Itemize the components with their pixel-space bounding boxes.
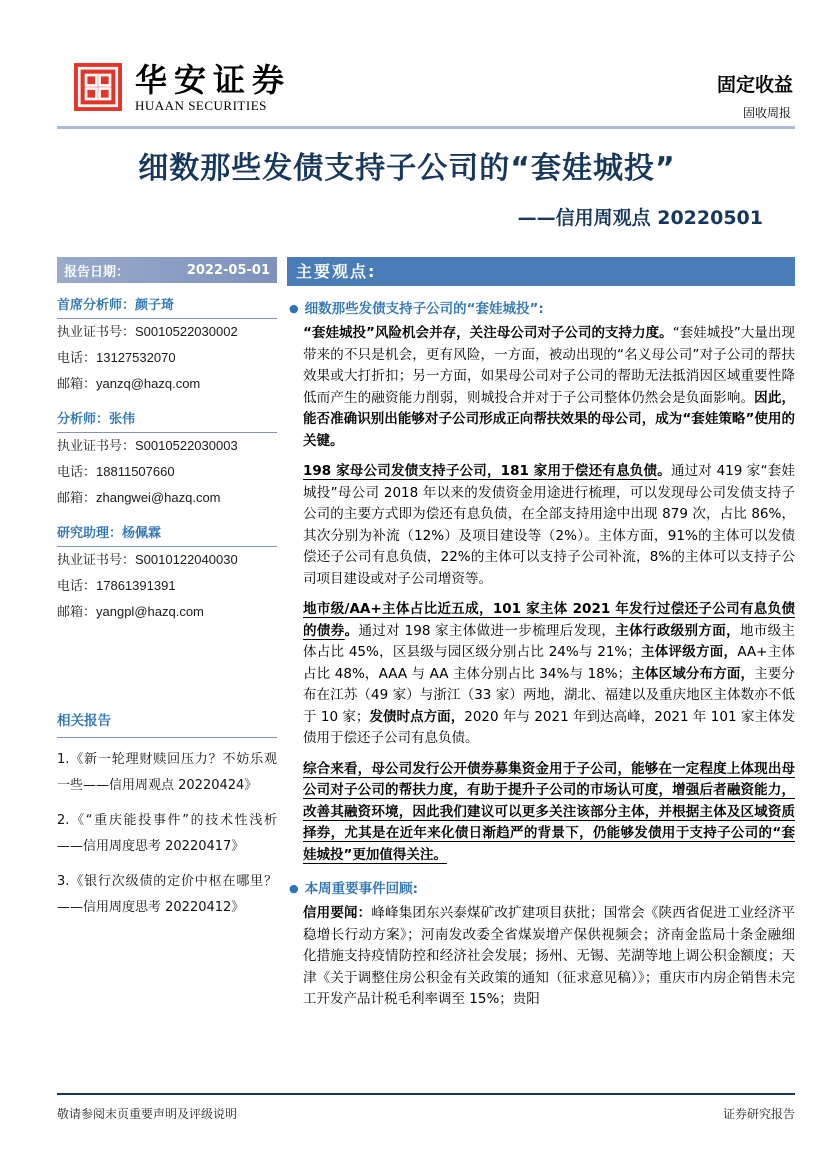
text-run: 通过对 419 家“套娃城投”母公司 2018 年以来的发债资金用途进行梳理，可以发现母公司发债支持子公司的主要方式即为偿还有息负债，在全部支持用途中出现 879 次，占比 86%，其次分别为补流（12%）及项目建设等（2%）。主体方面，91%的主体可以发债偿还子公司有息负债，22%的主体可以支持子公司补流，8%的主体可以支持子公司项目建设或对子公司增资等。 [303,463,796,587]
header-divider [57,126,795,129]
analyst-email: 邮箱：yangpl@hazq.com [57,604,204,620]
paragraph [303,759,795,867]
text-run: 主体区域分布方面， [631,665,755,682]
related-reports-title: 相关报告 [57,709,277,738]
analyst-name: 颜子琦 [135,298,175,313]
analyst-block-1 [57,294,277,397]
report-category: 固定收益 [716,74,793,96]
text-run: 因此，能否准确识别出能够对子公司形成正向帮扶效果的母公司，成为“套娃策略”使用的关键。 [303,389,795,449]
brand-text [135,62,291,114]
analyst-cert: 执业证书号：S0010522030003 [57,438,238,454]
paragraph [303,323,795,452]
section-heading [289,877,795,897]
brand-name-en: HUAAN SECURITIES [135,98,267,113]
text-run: 。 [657,463,671,479]
report-date-label: 报告日期： [64,264,130,280]
analyst-name: 张伟 [109,412,136,427]
content-columns [57,257,795,1020]
paragraph [303,461,795,590]
brand-name-cn: 华安证券 [135,61,292,99]
report-type: 固收周报 [742,106,791,120]
analyst-role-label: 首席分析师： [57,298,136,313]
analyst-phone: 电话：18811507660 [57,464,175,480]
analyst-role-label: 分析师： [57,412,110,427]
bullet-icon: ● [289,302,299,315]
paragraph [303,599,795,750]
analyst-block-2 [57,408,277,511]
analyst-role [57,294,277,319]
text-run: 主体评级方面， [640,644,738,660]
text-run: “套娃城投”大量出现带来的不只是机会，更有风险，一方面，被动出现的“名义母公司”对子公司的帮扶效果或大打折扣；另一方面，如果母公司对子公司的帮助无法抵消因区域重要性降低而产生的融资能力削弱，则城投合并对于子公司整体仍然会是负面影响。 [303,325,795,406]
analyst-cert: 执业证书号：S0010122040030 [57,552,238,568]
paragraph [303,903,795,1011]
related-report-item: 1.《新一轮理财赎回压力？不妨乐观一些——信用周观点 20220424》 [57,752,277,793]
report-header [57,58,795,124]
analyst-phone: 电话：13127532070 [57,350,176,366]
analyst-phone: 电话：17861391391 [57,578,176,594]
analyst-name: 杨佩霖 [122,526,162,541]
related-report-item: 2.《“重庆能投事件”的技术性浅析——信用周度思考 20220417》 [57,813,277,854]
analyst-role [57,408,277,433]
text-run: 通过对 198 家主体做进一步梳理后发现， [358,622,616,639]
main-points-bar: 主要观点: [287,257,795,286]
analyst-email: 邮箱：zhangwei@hazq.com [57,490,221,506]
related-report-item: 3.《银行次级债的定价中枢在哪里？——信用周度思考 20220412》 [57,874,277,915]
section-heading-text: 本周重要事件回顾: [304,881,419,897]
text-run: 综合来看，母公司发行公开债券募集资金用于子公司，能够在一定程度上体现出母公司对子公司的帮扶力度，有助于提升子公司的市场认可度，增强后者融资能力，改善其融资环境，因此我们建议可以更多关注该部分主体，并根据主体及区域资质择券，尤其是在近年来化债日渐趋严的背景下，仍能够发债用于支持子公司的“套娃城投”更加值得关注。 [303,760,795,863]
analyst-role [57,522,277,547]
page-subtitle: ——信用周观点 20220501 [517,207,763,229]
analyst-cert: 执业证书号：S0010522030002 [57,324,238,340]
section-heading-text: 细数那些发债支持子公司的“套娃城投”: [304,301,544,317]
text-run: AA+主体占比 48%，AAA 与 AA 主体分别占比 34%与 18%； [303,644,795,682]
text-run: 198 家母公司发债支持子公司，181 家用于偿还有息负债 [303,463,658,479]
text-run: 2020 年与 2021 年到达高峰，2021 年 101 家主体发债用于偿还子公司有息负债。 [303,708,796,746]
text-run: 地市级/AA+主体占比近五成，101 家主体 2021 年发行过偿还子公司有息负债的债券 [303,601,795,639]
text-run: 发债时点方面， [369,708,465,725]
main-blocks [287,297,795,1011]
footer-disclaimer: 敬请参阅末页重要声明及评级说明 [57,1107,238,1121]
report-category-block [717,70,793,121]
main-content [287,257,795,1020]
analyst-block-3 [57,522,277,625]
brand-block [73,62,291,114]
text-run: 主体行政级别方面， [615,622,740,639]
sidebar [57,257,277,921]
footer-divider [57,1093,795,1095]
section-heading [289,297,795,317]
page-footer [57,1105,795,1122]
huaan-logo-icon [73,62,123,112]
text-run: “套娃城投”风险机会并存，关注母公司对子公司的支持力度。 [303,325,673,341]
bullet-icon: ● [289,882,299,895]
analyst-role-label: 研究助理： [57,526,123,541]
text-run: 主要分布在江苏（49 家）与浙江（33 家）两地，湖北、福建以及重庆地区主体数亦不低于 10 家； [303,665,796,725]
report-date-value: 2022-05-01 [186,262,270,278]
related-reports [57,709,277,921]
page-title: 细数那些发债支持子公司的“套娃城投” [138,151,676,186]
analyst-email: 邮箱：yanzq@hazq.com [57,376,201,392]
text-run: 信用要闻： [303,905,372,921]
text-run: 峰峰集团东兴泰煤矿改扩建项目获批；国常会《陕西省促进工业经济平稳增长行动方案》；河南发改委全省煤炭增产保供视频会；济南金监局十条金融细化措施支持疫情防控和经济社会发展；扬州、无锡、芜湖等地上调公积金额度；天津《关于调整住房公积金有关政策的通知（征求意见稿）》；重庆市内房企销售未完工开发产品计税毛利率调至 15%；贵阳 [303,905,796,1007]
report-date-bar [57,257,277,283]
text-run: 地市级主体占比 45%，区县级与园区级分别占比 24%与 21%； [303,622,796,660]
text-run: 。 [344,622,359,639]
footer-report-type: 证券研究报告 [722,1107,795,1121]
